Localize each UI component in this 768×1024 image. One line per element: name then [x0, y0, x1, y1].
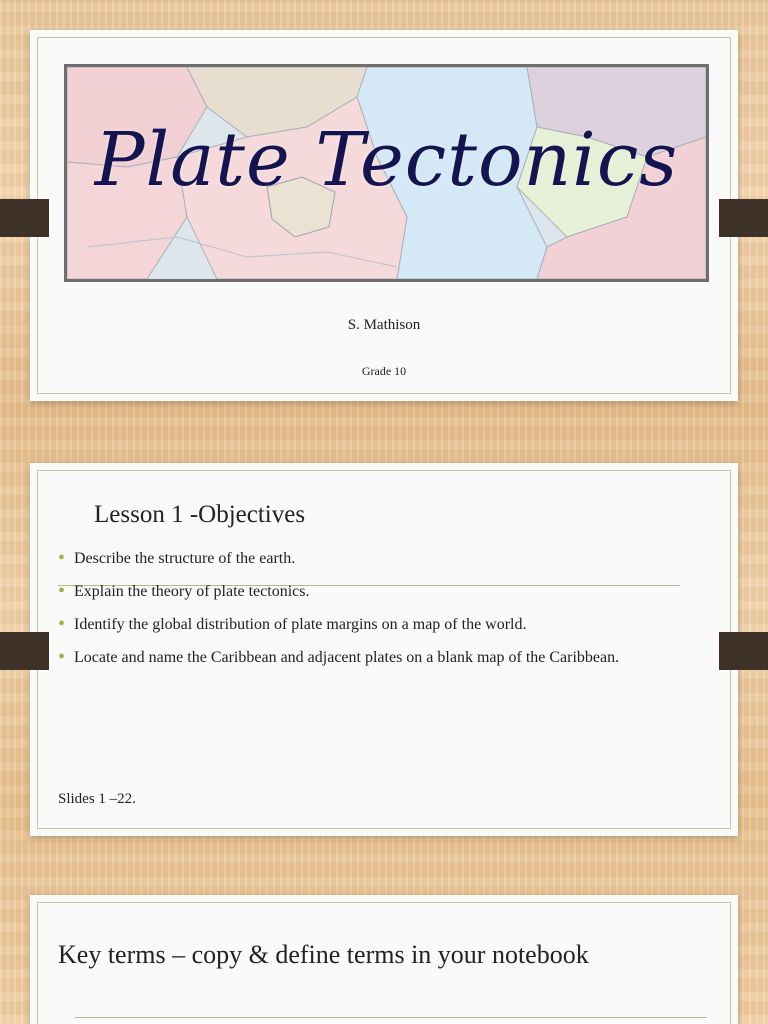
right-tab-1 [719, 199, 768, 237]
bullet-icon: • [58, 613, 66, 635]
author-name: S. Mathison [347, 317, 421, 333]
slide-objectives [30, 463, 738, 836]
banner-title: Plate Tectonics [94, 117, 679, 203]
objective-item [58, 546, 698, 572]
slides-reference: Slides 1 –22. [58, 791, 136, 807]
objective-item [58, 645, 698, 671]
bullet-icon: • [58, 646, 66, 668]
objective-text: Locate and name the Caribbean and adjacent plates on a blank map of the Caribbean. [74, 649, 620, 666]
slide-title [30, 30, 738, 401]
objectives-list [58, 546, 698, 678]
right-tab-2 [719, 632, 768, 670]
objectives-title: Lesson 1 -Objectives [94, 501, 306, 528]
bullet-icon: • [58, 580, 66, 602]
objective-text: Identify the global distribution of plate margins on a map of the world. [74, 616, 527, 633]
slide-key-terms [30, 895, 738, 1024]
objective-item [58, 579, 698, 605]
left-tab-2 [0, 632, 49, 670]
grade-label: Grade 10 [361, 364, 407, 378]
bullet-icon: • [58, 547, 66, 569]
left-tab-1 [0, 199, 49, 237]
divider-line [75, 1017, 707, 1018]
objective-text: Describe the structure of the earth. [74, 550, 296, 567]
key-terms-title: Key terms – copy & define terms in your notebook [58, 940, 589, 969]
objective-text: Explain the theory of plate tectonics. [74, 583, 310, 600]
objective-item [58, 612, 698, 638]
plate-tectonics-banner [64, 64, 709, 282]
